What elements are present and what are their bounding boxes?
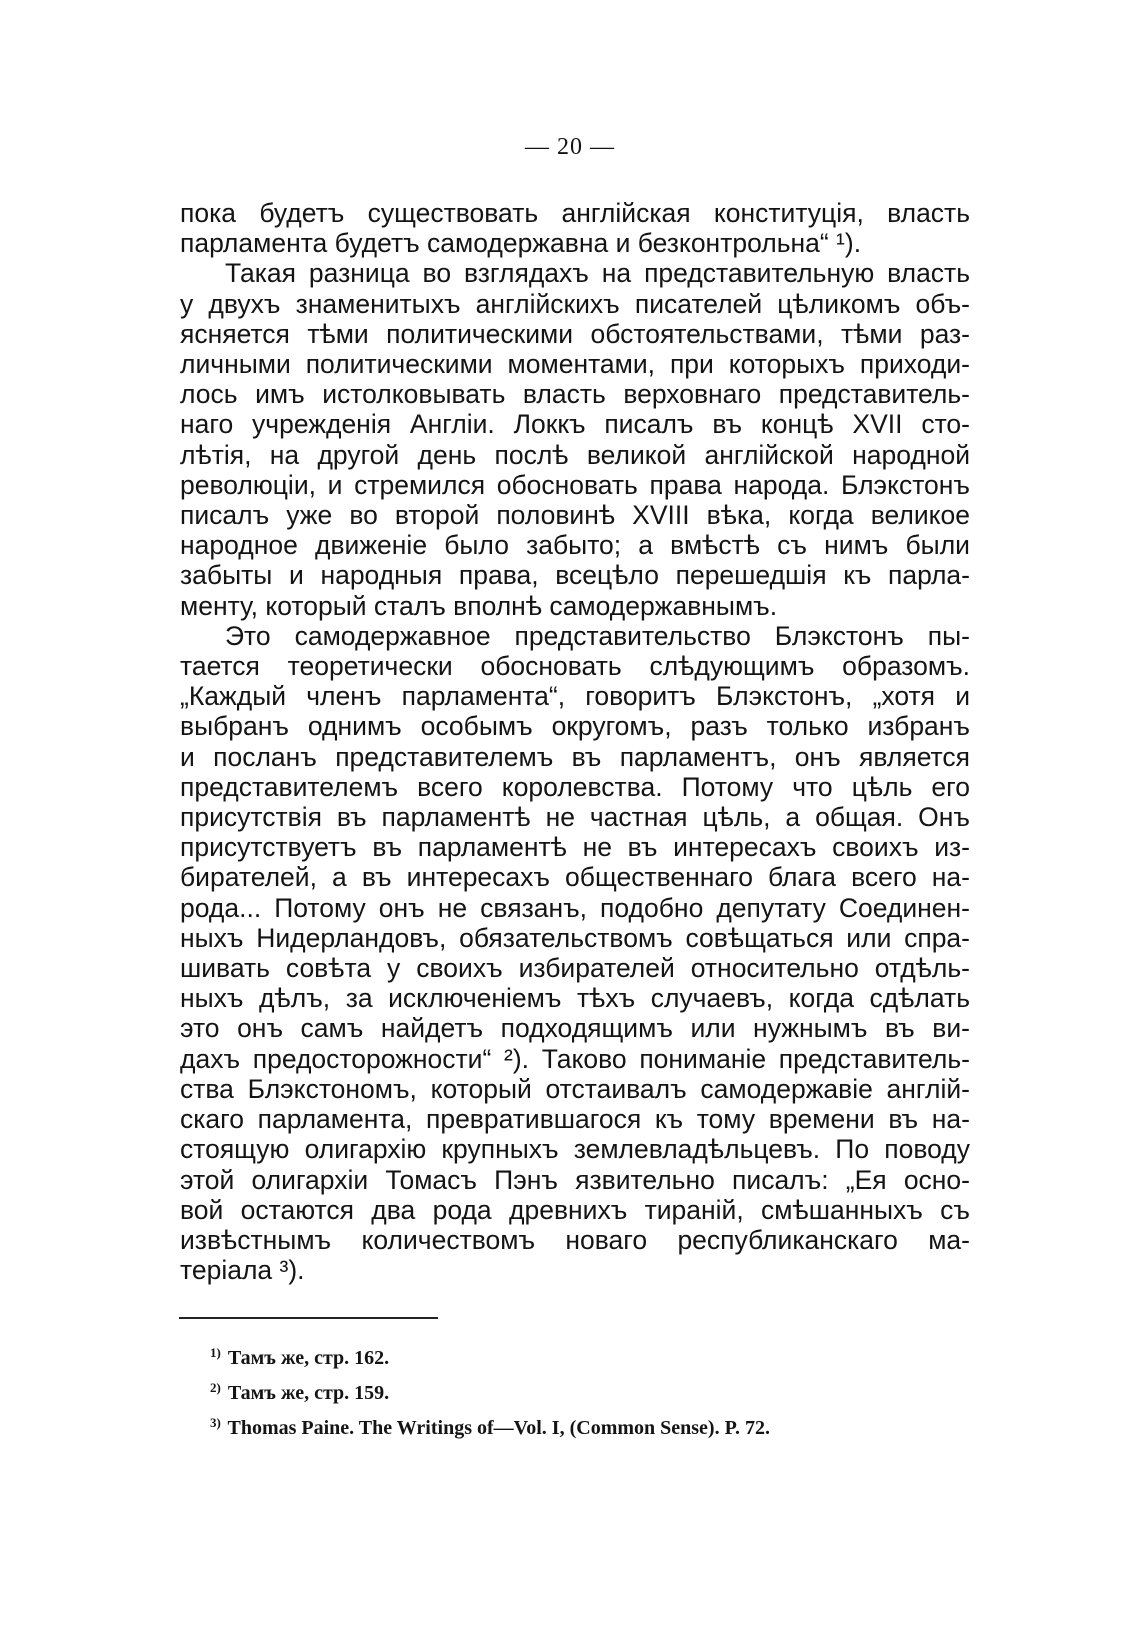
body-text [180, 198, 970, 1285]
text-line: присутствія въ парламентѣ не частная цѣль, а общая. Онъ [180, 802, 970, 833]
text-line: ныхъ дѣлъ, за исключеніемъ тѣхъ случаевъ, когда сдѣлать [180, 983, 970, 1014]
text-line: лѣтія, на другой день послѣ великой англійской народной [180, 439, 970, 470]
footnote-1 [210, 1338, 770, 1373]
text-line: присутствуетъ въ парламентѣ не въ интересахъ своихъ из- [180, 832, 970, 863]
text-line: писалъ уже во второй половинѣ XVIII вѣка, когда великое [180, 500, 970, 531]
footnote-mark: 2) [210, 1380, 221, 1395]
text-line: наго учрежденія Англіи. Локкъ писалъ въ концѣ XVII сто- [180, 409, 970, 440]
text-line: ства Блэкстономъ, который отстаивалъ самодержавіе англій- [180, 1073, 970, 1104]
text-line: теріала ³). [180, 1255, 305, 1286]
text-line: стоящую олигархію крупныхъ землевладѣльцевъ. По поводу [180, 1134, 970, 1165]
footnote-text: Thomas Paine. The Writings of—Vol. I, (Common Sense). P. 72. [227, 1417, 770, 1439]
text-line: ныхъ Нидерландовъ, обязательствомъ совѣщаться или спра- [180, 922, 970, 953]
text-line: дахъ предосторожности“ ²). Таково пониманіе представитель- [180, 1043, 970, 1074]
text-line: лось имъ истолковывать власть верховнаго представитель- [180, 379, 970, 410]
text-line: представителемъ всего королевства. Потому что цѣль его [180, 771, 970, 802]
footnote-text: Тамъ же, стр. 162. [227, 1347, 390, 1369]
footnote-mark: 1) [210, 1345, 221, 1360]
text-line: этой олигархіи Томасъ Пэнъ язвительно писалъ: „Ея осно- [180, 1164, 970, 1195]
text-line: „Каждый членъ парламента“, говоритъ Блэкстонъ, „хотя и [180, 681, 970, 712]
text-line: ясняется тѣми политическими обстоятельствами, тѣми раз- [180, 318, 970, 349]
footnote-text: Тамъ же, стр. 159. [227, 1382, 390, 1404]
text-line: шивать совѣта у своихъ избирателей относительно отдѣль- [180, 953, 970, 984]
text-line: выбранъ однимъ особымъ округомъ, разъ только избранъ [180, 711, 970, 742]
text-line: тается теоретически обосновать слѣдующимъ образомъ. [180, 651, 970, 682]
text-line: бирателей, а въ интересахъ общественнаго блага всего на- [180, 862, 970, 893]
text-line: Это самодержавное представительство Блэкстонъ пы- [225, 620, 970, 651]
text-line: народное движеніе было забыто; а вмѣстѣ съ нимъ были [180, 530, 970, 561]
text-line: вой остаются два рода древнихъ тираній, смѣшанныхъ съ [180, 1194, 970, 1225]
page-number: — 20 — [525, 134, 615, 160]
text-line: революціи, и стремился обосновать права народа. Блэкстонъ [180, 469, 970, 500]
text-line: Такая разница во взглядахъ на представительную власть [225, 258, 970, 289]
footnote-2 [210, 1373, 770, 1408]
text-line: скаго парламента, превратившагося къ тому времени въ на- [180, 1104, 970, 1135]
text-line: и посланъ представителемъ въ парламентъ, онъ является [180, 741, 970, 772]
footnote-divider [179, 1317, 438, 1319]
text-line: пока будетъ существовать англійская конституція, власть [180, 198, 970, 228]
text-line: извѣстнымъ количествомъ новаго республиканскаго ма- [180, 1224, 970, 1255]
text-line: рода... Потому онъ не связанъ, подобно депутату Соединен- [180, 892, 970, 923]
footnote-3 [210, 1408, 770, 1443]
text-line: у двухъ знаменитыхъ англійскихъ писателей цѣликомъ объ- [180, 288, 970, 319]
text-line: забыты и народныя права, всецѣло перешедшія къ парла- [180, 560, 970, 591]
footnotes [210, 1338, 770, 1443]
text-line: это онъ самъ найдетъ подходящимъ или нужнымъ въ ви- [180, 1013, 970, 1044]
text-line: менту, который сталъ вполнѣ самодержавнымъ. [180, 590, 778, 621]
text-line: парламента будетъ самодержавна и безконтрольна“ ¹). [180, 228, 862, 259]
text-line: личными политическими моментами, при которыхъ приходи- [180, 349, 970, 380]
footnote-mark: 3) [210, 1415, 221, 1430]
